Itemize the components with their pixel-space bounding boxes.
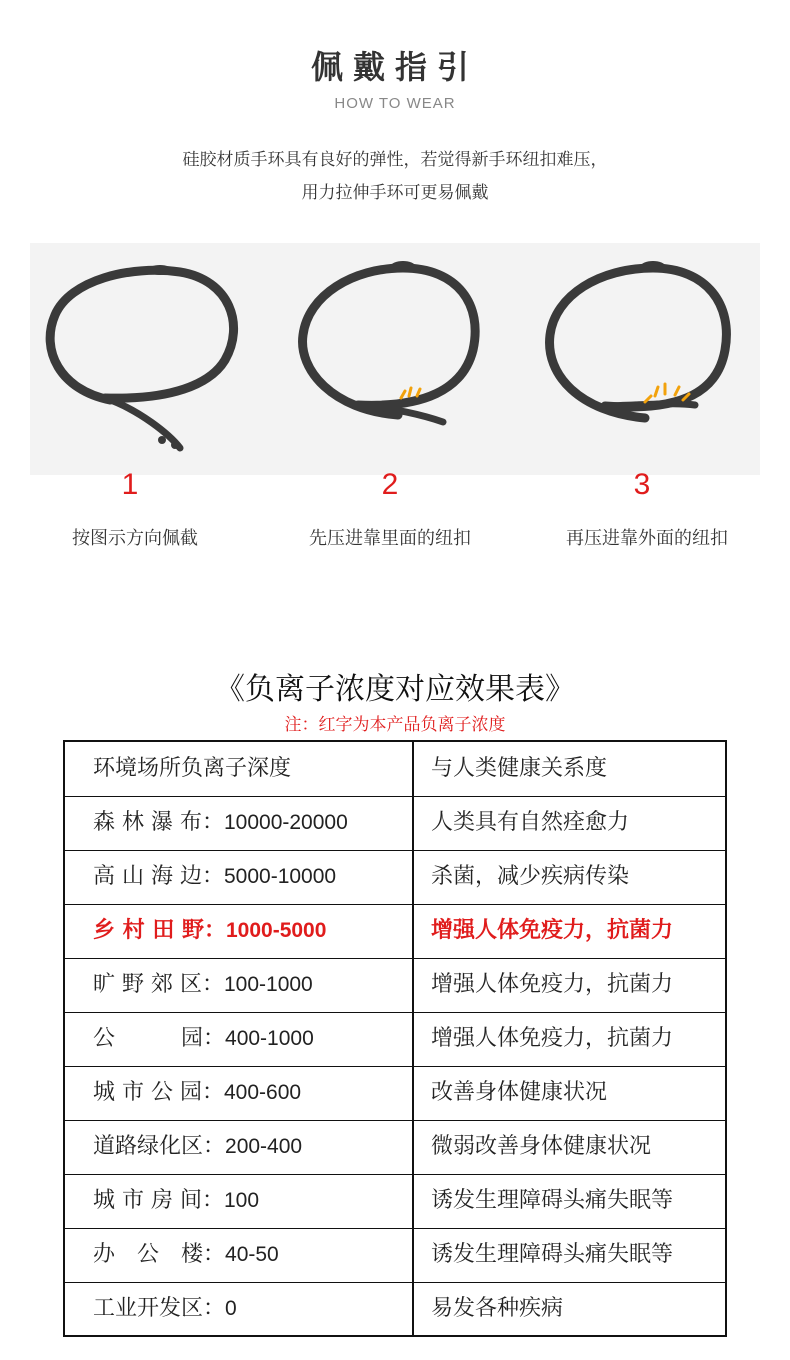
step-number-1: 1 bbox=[121, 468, 139, 501]
effect-cell: 改善身体健康状况 bbox=[431, 1080, 608, 1105]
header-cell-place: 环境场所负离子深度 bbox=[93, 756, 292, 781]
place-cell: 乡 村 田 野： bbox=[93, 918, 226, 943]
range-cell: 100 bbox=[223, 1189, 260, 1212]
table-row bbox=[65, 796, 725, 851]
table-row bbox=[65, 1012, 725, 1067]
range-cell: 400-1000 bbox=[225, 1027, 314, 1050]
step-number-2: 2 bbox=[381, 468, 399, 501]
place-cell: 道路绿化区： bbox=[93, 1134, 226, 1159]
range-cell: 0 bbox=[225, 1297, 237, 1320]
place-cell: 工业开发区： bbox=[93, 1296, 226, 1321]
range-cell: 5000-10000 bbox=[223, 865, 337, 888]
place-cell: 旷 野 郊 区： bbox=[93, 972, 224, 997]
table-title: 《负离子浓度对应效果表》 bbox=[215, 672, 575, 707]
page-subtitle: HOW TO WEAR bbox=[334, 95, 456, 112]
step-caption-1: 按图示方向佩截 bbox=[72, 528, 198, 549]
header-cell-effect: 与人类健康关系度 bbox=[431, 756, 608, 781]
effect-cell: 微弱改善身体健康状况 bbox=[431, 1134, 652, 1159]
effect-cell: 易发各种疾病 bbox=[431, 1296, 564, 1321]
intro-text-line1: 硅胶材质手环具有良好的弹性，若觉得新手环纽扣难压， bbox=[182, 150, 608, 170]
table-row bbox=[65, 850, 725, 905]
place-cell: 公 园： bbox=[93, 1026, 226, 1051]
wristband-step3-icon bbox=[535, 250, 765, 470]
intro-text-line2: 用力拉伸手环可更易佩戴 bbox=[301, 183, 489, 203]
table-row bbox=[65, 1282, 725, 1336]
table-row-highlight bbox=[65, 904, 725, 959]
range-cell: 400-600 bbox=[223, 1081, 302, 1104]
range-cell: 1000-5000 bbox=[225, 919, 327, 942]
effect-cell: 诱发生理障碍头痛失眠等 bbox=[431, 1188, 674, 1213]
wristband-step1-icon bbox=[30, 250, 260, 470]
place-cell: 办 公 楼： bbox=[93, 1242, 226, 1267]
page-title: 佩戴指引 bbox=[310, 48, 479, 86]
table-header-row bbox=[65, 742, 725, 797]
effect-cell: 杀菌，减少疾病传染 bbox=[431, 864, 630, 889]
effect-cell: 增强人体免疫力，抗菌力 bbox=[431, 918, 674, 943]
table-row bbox=[65, 1228, 725, 1283]
place-cell: 森 林 瀑 布： bbox=[93, 810, 224, 835]
wristband-step2-icon bbox=[283, 250, 513, 470]
effect-cell: 增强人体免疫力，抗菌力 bbox=[431, 1026, 674, 1051]
range-cell: 40-50 bbox=[225, 1243, 279, 1266]
table-row bbox=[65, 1174, 725, 1229]
place-cell: 城 市 房 间： bbox=[93, 1188, 224, 1213]
table-note: 注：红字为本产品负离子浓度 bbox=[284, 715, 506, 735]
range-cell: 100-1000 bbox=[223, 973, 313, 996]
range-cell: 200-400 bbox=[225, 1135, 303, 1158]
table-row bbox=[65, 958, 725, 1013]
step-caption-2: 先压进靠里面的纽扣 bbox=[309, 528, 471, 549]
effect-cell: 人类具有自然痊愈力 bbox=[431, 810, 630, 835]
range-cell: 10000-20000 bbox=[223, 811, 348, 834]
ion-effect-table bbox=[63, 740, 727, 1337]
step-caption-3: 再压进靠外面的纽扣 bbox=[566, 528, 728, 549]
table-row bbox=[65, 1120, 725, 1175]
place-cell: 高 山 海 边： bbox=[93, 864, 224, 889]
effect-cell: 增强人体免疫力，抗菌力 bbox=[431, 972, 674, 997]
table-row bbox=[65, 1066, 725, 1121]
place-cell: 城 市 公 园： bbox=[93, 1080, 224, 1105]
effect-cell: 诱发生理障碍头痛失眠等 bbox=[431, 1242, 674, 1267]
step-number-3: 3 bbox=[633, 468, 651, 501]
